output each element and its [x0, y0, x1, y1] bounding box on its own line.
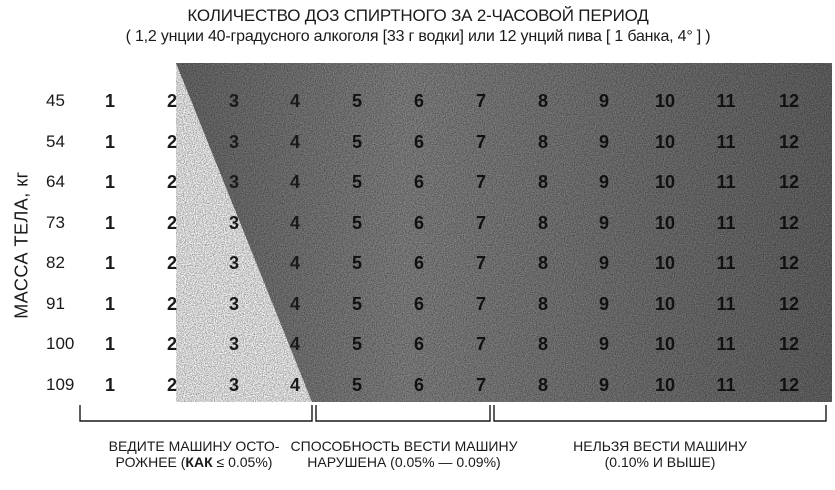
y-axis-label: МАССА ТЕЛА, кг — [11, 171, 32, 319]
dose-cell: 1 — [104, 172, 116, 192]
dose-cell: 8 — [537, 334, 549, 354]
dose-cell: 4 — [289, 172, 301, 192]
dose-cell: 10 — [654, 294, 676, 314]
zone-label-1 — [109, 438, 280, 470]
zone-label-suffix: ≤ 0.05%) — [212, 454, 273, 470]
chart-subtitle: ( 1,2 унции 40-градусного алкоголя [33 г водки] или 12 унций пива [ 1 банка, 4° ] ) — [125, 28, 711, 45]
zone-bracket — [80, 405, 312, 421]
dose-cell: 10 — [654, 213, 676, 233]
dose-cell: 5 — [351, 213, 363, 233]
dose-cell: 5 — [351, 375, 363, 395]
dose-cell: 1 — [104, 375, 116, 395]
dose-cell: 10 — [654, 253, 676, 273]
dose-cell: 2 — [166, 253, 178, 273]
dose-cell: 9 — [598, 334, 610, 354]
dose-cell: 5 — [351, 172, 363, 192]
zone-label-3 — [573, 438, 747, 470]
dose-cell: 9 — [598, 294, 610, 314]
dose-cell: 6 — [413, 91, 425, 111]
dose-cell: 4 — [289, 213, 301, 233]
zone-bracket — [316, 405, 490, 421]
dose-cell: 12 — [778, 375, 800, 395]
dose-cell: 5 — [351, 132, 363, 152]
dose-cell: 2 — [166, 172, 178, 192]
zone-label-line1: ВЕДИТЕ МАШИНУ ОСТО- — [108, 438, 280, 454]
dose-cell: 11 — [716, 334, 736, 354]
dose-cell: 7 — [475, 213, 487, 233]
dose-cell: 4 — [289, 132, 301, 152]
dose-cell: 12 — [778, 294, 800, 314]
dose-cell: 11 — [716, 253, 736, 273]
dose-cell: 2 — [166, 132, 178, 152]
dose-cell: 11 — [716, 132, 736, 152]
dose-cell: 10 — [654, 91, 676, 111]
zone-label-prefix: РОЖНЕЕ ( — [115, 454, 186, 470]
zone-bracket — [494, 405, 826, 421]
dose-cell: 3 — [228, 294, 240, 314]
dose-cell: 7 — [475, 253, 487, 273]
dose-cell: 8 — [537, 91, 549, 111]
dose-cell: 12 — [778, 334, 800, 354]
dose-cell: 6 — [413, 294, 425, 314]
dose-cell: 6 — [413, 334, 425, 354]
dose-cell: 11 — [716, 213, 736, 233]
zone-label-emphasis: КАК — [185, 454, 213, 470]
zone-label-line2 — [109, 454, 280, 470]
dose-cell: 2 — [166, 294, 178, 314]
row-label-64: 64 — [46, 172, 65, 191]
dose-cell: 3 — [228, 253, 240, 273]
dose-cell: 7 — [475, 172, 487, 192]
dose-cell: 11 — [716, 375, 736, 395]
dose-cell: 7 — [475, 375, 487, 395]
dose-cell: 1 — [104, 213, 116, 233]
dose-cell: 5 — [351, 334, 363, 354]
row-label-54: 54 — [46, 132, 65, 151]
dose-cell: 6 — [413, 213, 425, 233]
dose-cell: 4 — [289, 294, 301, 314]
dose-cell: 12 — [778, 132, 800, 152]
dose-cell: 11 — [716, 91, 736, 111]
dose-cell: 2 — [166, 334, 178, 354]
dose-cell: 3 — [228, 375, 240, 395]
dose-cell: 3 — [228, 91, 240, 111]
dose-cell: 8 — [537, 172, 549, 192]
dose-cell: 10 — [654, 375, 676, 395]
dose-cell: 6 — [413, 172, 425, 192]
row-label-91: 91 — [46, 294, 65, 313]
dose-cell: 8 — [537, 132, 549, 152]
dose-cell: 4 — [289, 91, 301, 111]
dose-cell: 10 — [654, 334, 676, 354]
dose-cell: 9 — [598, 375, 610, 395]
dose-cell: 5 — [351, 91, 363, 111]
dose-cell: 7 — [475, 91, 487, 111]
chart-title: КОЛИЧЕСТВО ДОЗ СПИРТНОГО ЗА 2-ЧАСОВОЙ ПЕРИОД — [187, 6, 649, 25]
row-label-45: 45 — [46, 91, 65, 110]
dose-cell: 7 — [475, 294, 487, 314]
row-label-100: 100 — [46, 334, 75, 353]
dose-cell: 9 — [598, 172, 610, 192]
dose-cell: 12 — [778, 91, 800, 111]
dose-cell: 3 — [228, 213, 240, 233]
dose-cell: 9 — [598, 253, 610, 273]
dose-cell: 12 — [778, 213, 800, 233]
dose-cell: 10 — [654, 132, 676, 152]
dose-cell: 12 — [778, 172, 800, 192]
dose-cell: 4 — [289, 375, 301, 395]
dose-cell: 9 — [598, 213, 610, 233]
dose-cell: 1 — [104, 294, 116, 314]
dose-cell: 7 — [475, 132, 487, 152]
dose-cell: 8 — [537, 253, 549, 273]
dose-cell: 5 — [351, 294, 363, 314]
dose-cell: 5 — [351, 253, 363, 273]
dose-cell: 12 — [778, 253, 800, 273]
dose-cell: 11 — [716, 172, 736, 192]
dose-cell: 6 — [413, 375, 425, 395]
row-label-73: 73 — [46, 213, 65, 232]
dose-cell: 6 — [413, 253, 425, 273]
dose-cell: 7 — [475, 334, 487, 354]
dose-cell: 1 — [104, 132, 116, 152]
zone-label-line2: (0.10% И ВЫШЕ) — [604, 454, 716, 470]
dose-cell: 2 — [166, 91, 178, 111]
zone-label-line1: НЕЛЬЗЯ ВЕСТИ МАШИНУ — [573, 438, 747, 454]
zone-label-line2: НАРУШЕНА (0.05% — 0.09%) — [307, 454, 501, 470]
dose-cell: 8 — [537, 375, 549, 395]
dose-cell: 9 — [598, 132, 610, 152]
dose-cell: 3 — [228, 132, 240, 152]
dose-cell: 9 — [598, 91, 610, 111]
dose-cell: 1 — [104, 334, 116, 354]
dose-cell: 11 — [716, 294, 736, 314]
dose-cell: 3 — [228, 172, 240, 192]
dose-cell: 10 — [654, 172, 676, 192]
dose-cell: 4 — [289, 334, 301, 354]
dose-cell: 2 — [166, 375, 178, 395]
dose-cell: 6 — [413, 132, 425, 152]
row-label-109: 109 — [46, 375, 75, 394]
dose-cell: 1 — [104, 91, 116, 111]
dose-cell: 2 — [166, 213, 178, 233]
dose-cell: 8 — [537, 213, 549, 233]
dose-cell: 8 — [537, 294, 549, 314]
dose-cell: 3 — [228, 334, 240, 354]
zone-label-2 — [291, 438, 518, 470]
row-label-82: 82 — [46, 253, 65, 272]
dose-cell: 4 — [289, 253, 301, 273]
zone-label-line1: СПОСОБНОСТЬ ВЕСТИ МАШИНУ — [290, 438, 518, 454]
dose-cell: 1 — [104, 253, 116, 273]
